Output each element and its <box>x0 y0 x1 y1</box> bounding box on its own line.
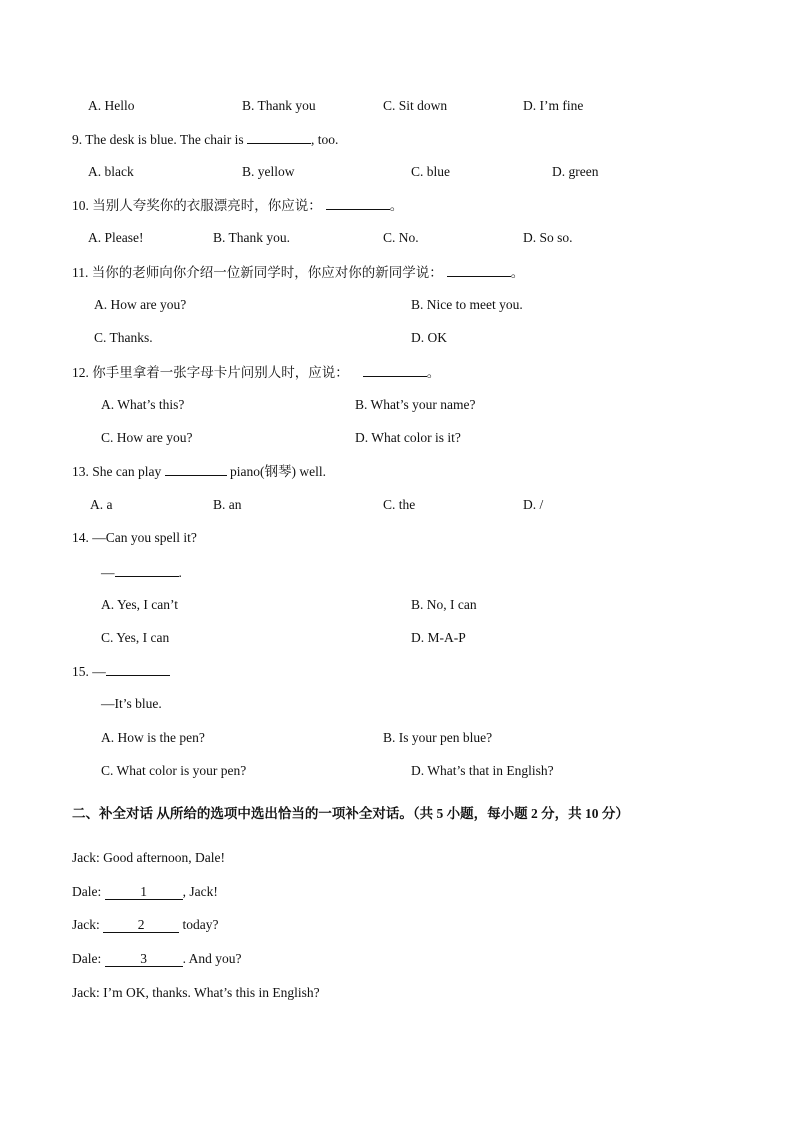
dialogue-text: . And you? <box>182 951 242 966</box>
q9-option-b: B. yellow <box>242 164 295 179</box>
q12-option-c: C. How are you? <box>101 430 193 445</box>
dialogue-text: I’m OK, thanks. What’s this in English? <box>103 985 320 1000</box>
dialogue-line-2 <box>72 884 218 900</box>
q10-answer-blank <box>326 197 390 210</box>
dialogue-speaker: Dale: <box>72 951 102 966</box>
q14-option-c: C. Yes, I can <box>101 630 170 645</box>
q14-option-a: A. Yes, I can’t <box>101 597 178 612</box>
q10-option-b: B. Thank you. <box>213 230 290 245</box>
q8-option-b: B. Thank you <box>242 98 316 113</box>
q11-stem <box>72 264 524 281</box>
q9-answer-blank <box>247 131 311 144</box>
q14-option-d: D. M-A-P <box>411 630 466 645</box>
q12-stem-text: 12. 你手里拿着一张字母卡片问别人时，应说： <box>72 365 349 380</box>
q12-option-d: D. What color is it? <box>355 430 461 445</box>
q8-option-d: D. I’m fine <box>523 98 584 113</box>
q10-option-a: A. Please! <box>88 230 144 245</box>
q8-option-c: C. Sit down <box>383 98 448 113</box>
dialogue-speaker: Jack: <box>72 850 100 865</box>
q13-option-b: B. an <box>213 497 242 512</box>
q13-stem-text: 13. She can play <box>72 464 162 479</box>
q15-reply: —It’s blue. <box>101 696 162 711</box>
q11-option-b: B. Nice to meet you. <box>411 297 523 312</box>
dialogue-line-5 <box>72 985 320 1001</box>
dialogue-text: today? <box>179 917 219 932</box>
q13-answer-blank <box>165 463 227 476</box>
q10-option-d: D. So so. <box>523 230 573 245</box>
q10-stem-text: 10. 当别人夸奖你的衣服漂亮时，你应说： <box>72 198 322 213</box>
q14-reply <box>101 564 182 581</box>
q15-answer-blank <box>106 663 170 676</box>
q11-option-a: A. How are you? <box>94 297 187 312</box>
q15-option-d: D. What’s that in English? <box>411 763 554 778</box>
q15-option-a: A. How is the pen? <box>101 730 205 745</box>
dialogue-line-1 <box>72 850 225 866</box>
q12-answer-blank <box>363 364 427 377</box>
q13-option-d: D. / <box>523 497 544 512</box>
q14-stem: 14. —Can you spell it? <box>72 530 197 545</box>
q13-stem-tail: piano(钢琴) well. <box>229 464 326 479</box>
q13-option-a: A. a <box>90 497 113 512</box>
q11-option-c: C. Thanks. <box>94 330 153 345</box>
q9-option-c: C. blue <box>411 164 450 179</box>
q9-stem <box>72 131 338 148</box>
dialogue-text: , Jack! <box>182 884 218 899</box>
q13-stem <box>72 463 326 480</box>
q12-option-a: A. What’s this? <box>101 397 185 412</box>
q14-reply-tail: . <box>178 565 182 580</box>
q10-option-c: C. No. <box>383 230 419 245</box>
q15-option-b: B. Is your pen blue? <box>383 730 493 745</box>
q11-stem-tail: 。 <box>510 265 525 280</box>
q14-answer-blank <box>115 564 179 577</box>
q15-stem-text: 15. — <box>72 664 106 679</box>
section2-heading: 二、补全对话 从所给的选项中选出恰当的一项补全对话。（共 5 小题，每小题 2 分，共 10 分） <box>72 806 629 821</box>
q9-option-a: A. black <box>88 164 134 179</box>
dialogue-speaker: Dale: <box>72 884 102 899</box>
q13-option-c: C. the <box>383 497 416 512</box>
q9-stem-text: 9. The desk is blue. The chair is <box>72 132 244 147</box>
q15-option-c: C. What color is your pen? <box>101 763 247 778</box>
q9-option-d: D. green <box>552 164 599 179</box>
dialogue-blank-1: 1 <box>105 885 183 900</box>
dialogue-blank-2: 2 <box>103 918 179 933</box>
q14-reply-dash: — <box>101 565 115 580</box>
dialogue-speaker: Jack: <box>72 917 100 932</box>
q8-option-a: A. Hello <box>88 98 135 113</box>
q12-option-b: B. What’s your name? <box>355 397 476 412</box>
dialogue-line-4 <box>72 951 242 967</box>
dialogue-line-3 <box>72 917 219 933</box>
q15-stem <box>72 663 170 680</box>
q10-stem-tail: 。 <box>389 198 404 213</box>
q9-stem-tail: , too. <box>310 132 339 147</box>
q11-answer-blank <box>447 264 511 277</box>
q10-stem <box>72 197 403 214</box>
dialogue-blank-3: 3 <box>105 952 183 967</box>
q12-stem <box>72 364 440 381</box>
q11-option-d: D. OK <box>411 330 447 345</box>
dialogue-text: Good afternoon, Dale! <box>103 850 225 865</box>
q14-option-b: B. No, I can <box>411 597 477 612</box>
dialogue-speaker: Jack: <box>72 985 100 1000</box>
q12-stem-tail: 。 <box>426 365 441 380</box>
q11-stem-text: 11. 当你的老师向你介绍一位新同学时，你应对你的新同学说： <box>72 265 443 280</box>
